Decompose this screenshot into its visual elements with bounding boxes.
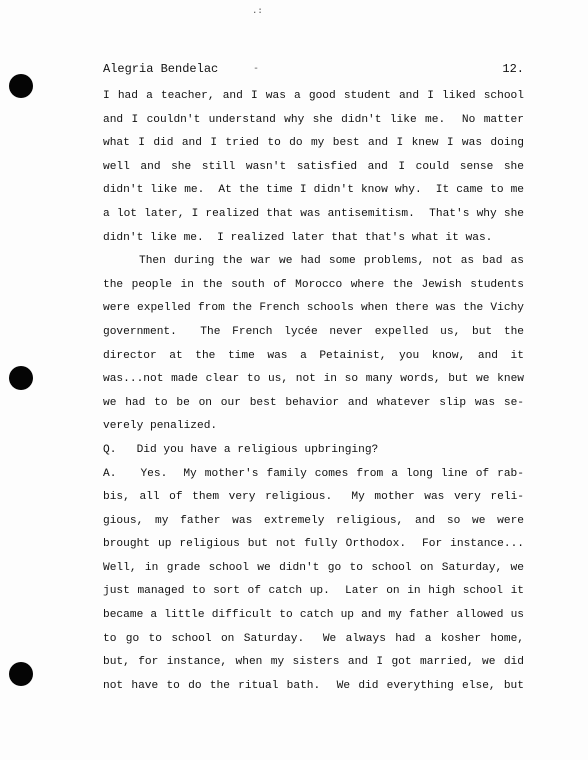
binder-hole-top: [9, 74, 33, 98]
page-number: 12.: [502, 62, 524, 76]
text-line: Q. Did you have a religious upbringing?: [103, 443, 379, 456]
text-line: what I did and I tried to do my best and I knew I was doing: [103, 137, 524, 150]
text-line: was...not made clear to us, not in so many words, but we knew: [103, 373, 524, 386]
page-header: [103, 62, 524, 80]
text-line: and I couldn't understand why she didn't like me. No matter: [103, 113, 524, 126]
transcript-body: [103, 85, 524, 698]
text-line: A. Yes. My mother's family comes from a long line of rab-: [103, 467, 524, 480]
header-speck: -: [253, 63, 260, 74]
text-line: but, for instance, when my sisters and I got married, we did: [103, 656, 524, 669]
text-line: Well, in grade school we didn't go to school on Saturday, we: [103, 561, 524, 574]
text-line: were expelled from the French schools when there was the Vichy: [103, 302, 524, 315]
text-line: didn't like me. I realized later that that's what it was.: [103, 231, 493, 244]
text-line: we had to be on our best behavior and whatever slip was se-: [103, 396, 524, 409]
text-line: didn't like me. At the time I didn't know why. It came to me: [103, 184, 524, 197]
text-line: I had a teacher, and I was a good student and I liked school: [103, 90, 524, 102]
text-line: to go to school on Saturday. We always had a kosher home,: [103, 632, 524, 645]
text-line: just managed to sort of catch up. Later on in high school it: [103, 585, 524, 598]
text-line: became a little difficult to catch up and my father allowed us: [103, 609, 524, 622]
text-line: brought up religious but not fully Orthodox. For instance...: [103, 538, 524, 551]
text-line: Then during the war we had some problems, not as bad as: [139, 255, 524, 268]
interviewee-name: Alegria Bendelac: [103, 62, 219, 76]
text-line: not have to do the ritual bath. We did everything else, but: [103, 679, 524, 692]
binder-hole-middle: [9, 366, 33, 390]
binder-hole-bottom: [9, 662, 33, 686]
text-line: bis, all of them very religious. My mother was very reli-: [103, 491, 524, 504]
scan-speck: .:: [252, 6, 263, 16]
text-line: a lot later, I realized that was antisemitism. That's why she: [103, 207, 524, 220]
text-line: well and she still wasn't satisfied and I could sense she: [103, 160, 524, 173]
text-line: director at the time was a Petainist, you know, and it: [103, 349, 524, 362]
text-line: government. The French lycée never expelled us, but the: [103, 325, 524, 338]
text-line: the people in the south of Morocco where the Jewish students: [103, 278, 524, 291]
text-line: gious, my father was extremely religious, and so we were: [103, 514, 524, 527]
text-line: verely penalized.: [103, 420, 218, 433]
